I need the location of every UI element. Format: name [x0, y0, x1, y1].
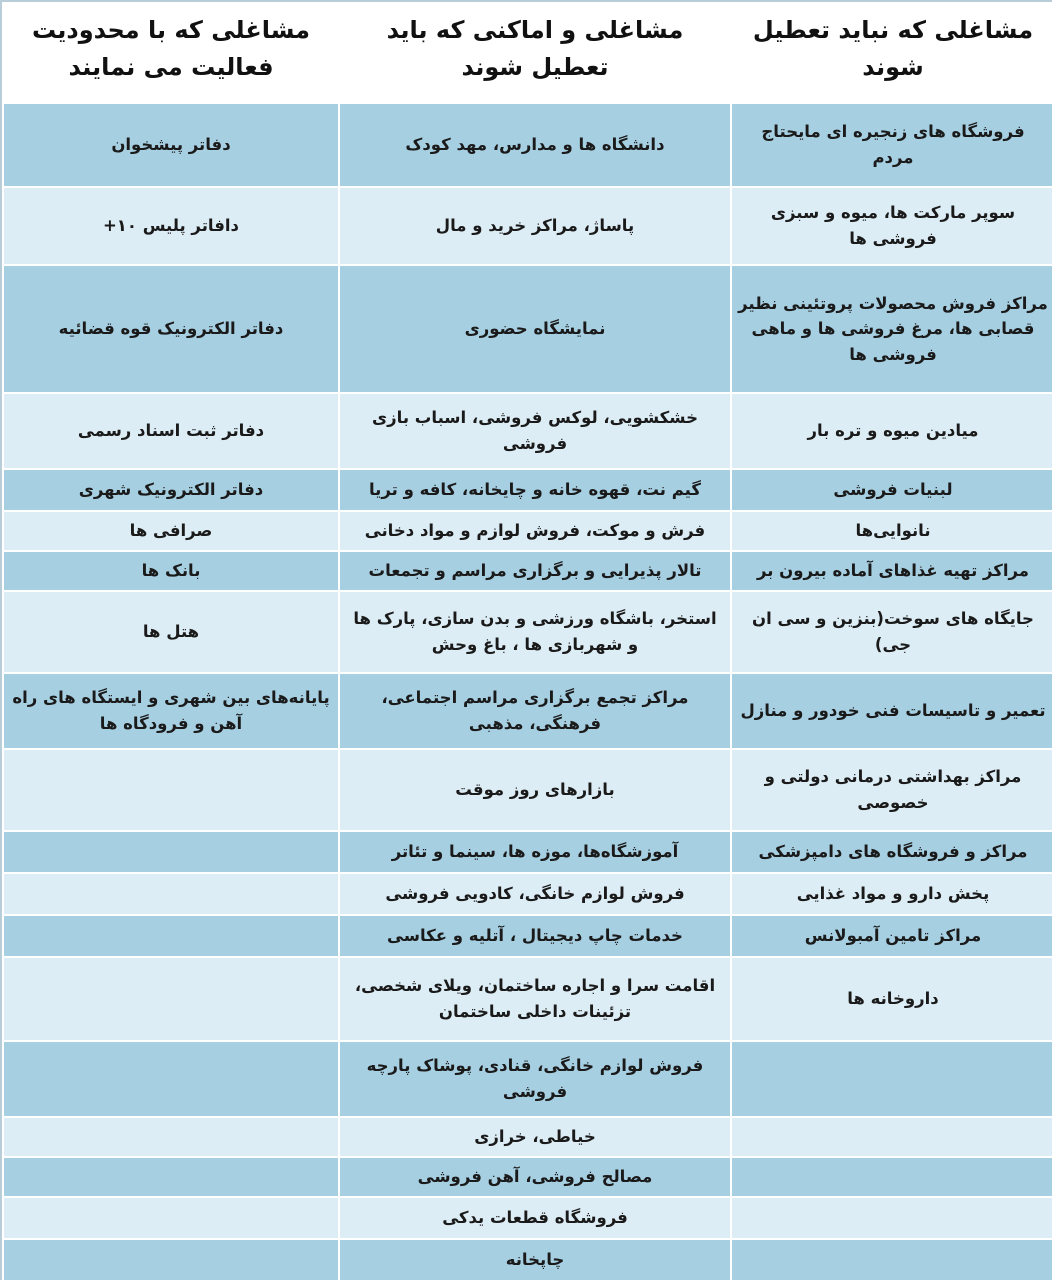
cell-must-not-close: داروخانه ها: [731, 957, 1052, 1041]
cell-must-close: اقامت سرا و اجاره ساختمان، ویلای شخصی، تزئینات داخلی ساختمان: [339, 957, 731, 1041]
cell-must-close: تالار پذیرایی و برگزاری مراسم و تجمعات: [339, 551, 731, 591]
cell-must-close: فروشگاه قطعات یدکی: [339, 1197, 731, 1239]
cell-must-close: استخر، باشگاه ورزشی و بدن سازی، پارک ها و شهربازی ها ، باغ وحش: [339, 591, 731, 673]
cell-must-not-close: نانوایی‌ها: [731, 511, 1052, 551]
cell-limited-activity: [3, 915, 339, 957]
table-row: [3, 511, 1052, 551]
table-row: [3, 749, 1052, 831]
cell-limited-activity: دفاتر الکترونیک قوه قضائیه: [3, 265, 339, 393]
cell-must-close: فرش و موکت، فروش لوازم و مواد دخانی: [339, 511, 731, 551]
cell-limited-activity: دفاتر ثبت اسناد رسمی: [3, 393, 339, 469]
cell-limited-activity: [3, 1197, 339, 1239]
cell-must-not-close: [731, 1239, 1052, 1281]
cell-limited-activity: [3, 957, 339, 1041]
table-row: [3, 103, 1052, 187]
cell-must-not-close: [731, 1041, 1052, 1117]
cell-limited-activity: دفاتر الکترونیک شهری: [3, 469, 339, 511]
cell-must-not-close: مراکز بهداشتی درمانی دولتی و خصوصی: [731, 749, 1052, 831]
header-must-not-close: مشاغلی که نباید تعطیل شوند: [731, 3, 1052, 103]
cell-must-close: آموزشگاه‌ها، موزه ها، سینما و تئاتر: [339, 831, 731, 873]
table-row: [3, 265, 1052, 393]
cell-must-close: خیاطی، خرازی: [339, 1117, 731, 1157]
cell-limited-activity: [3, 1041, 339, 1117]
cell-must-close: چاپخانه: [339, 1239, 731, 1281]
table-row: [3, 591, 1052, 673]
table-row: [3, 1157, 1052, 1197]
cell-must-close: خدمات چاپ دیجیتال ، آتلیه و عکاسی: [339, 915, 731, 957]
cell-limited-activity: دافاتر پلیس ۱۰+: [3, 187, 339, 265]
table-row: [3, 551, 1052, 591]
table-row: [3, 873, 1052, 915]
cell-must-not-close: [731, 1117, 1052, 1157]
cell-limited-activity: پایانه‌های بین شهری و ایستگاه های راه آهن و فرودگاه ها: [3, 673, 339, 749]
cell-must-close: فروش لوازم خانگی، کادویی فروشی: [339, 873, 731, 915]
table-row: [3, 469, 1052, 511]
cell-must-not-close: مراکز فروش محصولات پروتئینی نظیر قصابی ها، مرغ فروشی ها و ماهی فروشی ها: [731, 265, 1052, 393]
cell-must-not-close: مراکز و فروشگاه های دامپزشکی: [731, 831, 1052, 873]
table-row: [3, 187, 1052, 265]
cell-must-not-close: تعمیر و تاسیسات فنی خودور و منازل: [731, 673, 1052, 749]
cell-limited-activity: صرافی ها: [3, 511, 339, 551]
cell-limited-activity: بانک ها: [3, 551, 339, 591]
cell-must-not-close: سوپر مارکت ها، میوه و سبزی فروشی ها: [731, 187, 1052, 265]
cell-must-not-close: [731, 1197, 1052, 1239]
table-row: [3, 1117, 1052, 1157]
cell-must-not-close: لبنیات فروشی: [731, 469, 1052, 511]
cell-must-not-close: مراکز تهیه غذاهای آماده بیرون بر: [731, 551, 1052, 591]
cell-must-not-close: میادین میوه و تره بار: [731, 393, 1052, 469]
table-row: [3, 1197, 1052, 1239]
cell-limited-activity: [3, 1117, 339, 1157]
cell-must-not-close: پخش دارو و مواد غذایی: [731, 873, 1052, 915]
table-row: [3, 957, 1052, 1041]
cell-must-close: دانشگاه ها و مدارس، مهد کودک: [339, 103, 731, 187]
cell-must-not-close: مراکز تامین آمبولانس: [731, 915, 1052, 957]
table-row: [3, 915, 1052, 957]
cell-must-close: خشکشویی، لوکس فروشی، اسباب بازی فروشی: [339, 393, 731, 469]
cell-must-not-close: فروشگاه های زنجیره ای مایحتاج مردم: [731, 103, 1052, 187]
cell-must-close: مراکز تجمع برگزاری مراسم اجتماعی، فرهنگی، مذهبی: [339, 673, 731, 749]
cell-must-not-close: [731, 1157, 1052, 1197]
cell-limited-activity: [3, 831, 339, 873]
table-row: [3, 831, 1052, 873]
header-must-close: مشاغلی و اماکنی که باید تعطیل شوند: [339, 3, 731, 103]
table: [2, 2, 1052, 1282]
cell-limited-activity: [3, 749, 339, 831]
cell-limited-activity: [3, 873, 339, 915]
cell-limited-activity: هتل ها: [3, 591, 339, 673]
header-row: [3, 3, 1052, 103]
cell-limited-activity: [3, 1157, 339, 1197]
table-body: [3, 103, 1052, 1281]
cell-must-close: فروش لوازم خانگی، قنادی، پوشاک پارچه فروشی: [339, 1041, 731, 1117]
header-limited-activity: مشاغلی که با محدودیت فعالیت می نمایند: [3, 3, 339, 103]
cell-must-close: گیم نت، قهوه خانه و چایخانه، کافه و تریا: [339, 469, 731, 511]
cell-must-close: مصالح فروشی، آهن فروشی: [339, 1157, 731, 1197]
cell-must-close: نمایشگاه حضوری: [339, 265, 731, 393]
cell-limited-activity: دفاتر پیشخوان: [3, 103, 339, 187]
table-row: [3, 393, 1052, 469]
cell-must-close: پاساژ، مراکز خرید و مال: [339, 187, 731, 265]
cell-limited-activity: [3, 1239, 339, 1281]
cell-must-close: بازارهای روز موقت: [339, 749, 731, 831]
table-row: [3, 1239, 1052, 1281]
table-row: [3, 1041, 1052, 1117]
table-row: [3, 673, 1052, 749]
cell-must-not-close: جایگاه های سوخت(بنزین و سی ان جی): [731, 591, 1052, 673]
